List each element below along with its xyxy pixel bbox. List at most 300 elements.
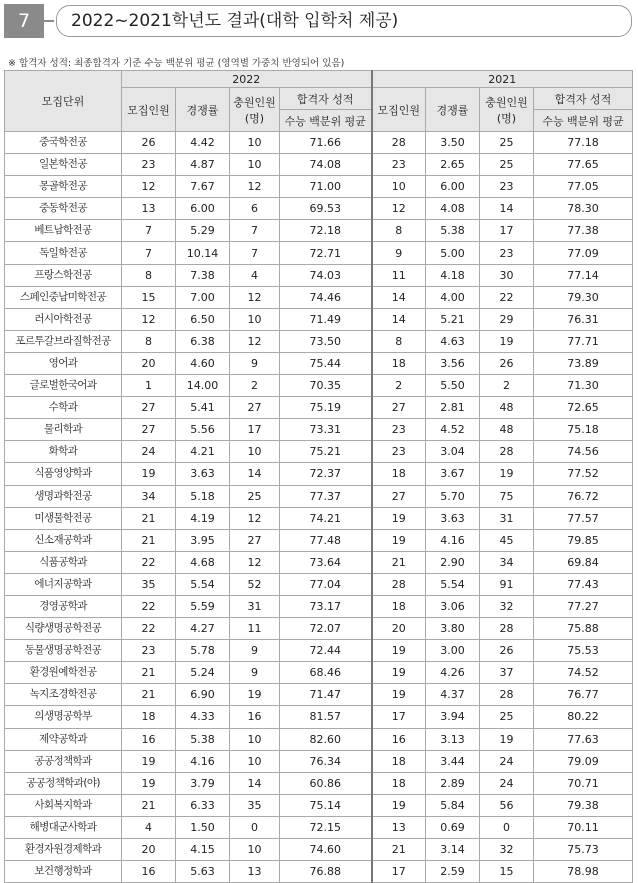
- header-score-2021: 수능 백분위 평균: [534, 110, 633, 132]
- cell-rate-2021: 3.00: [426, 640, 480, 662]
- cell-extra-2022: 12: [230, 507, 280, 529]
- cell-quota-2022: 23: [122, 154, 176, 176]
- cell-extra-2022: 12: [230, 551, 280, 573]
- table-row: [5, 595, 633, 617]
- cell-quota-2022: 18: [122, 706, 176, 728]
- table-row: [5, 529, 633, 551]
- cell-dept: 미생물학전공: [5, 507, 122, 529]
- cell-quota-2021: 28: [372, 132, 426, 154]
- cell-score-2022: 74.08: [280, 154, 372, 176]
- cell-quota-2022: 21: [122, 529, 176, 551]
- cell-dept: 보건행정학과: [5, 861, 122, 883]
- cell-quota-2021: 2: [372, 375, 426, 397]
- cell-score-2021: 70.11: [534, 816, 633, 838]
- cell-extra-2021: 26: [480, 640, 534, 662]
- cell-rate-2022: 4.21: [176, 441, 230, 463]
- cell-score-2022: 81.57: [280, 706, 372, 728]
- cell-extra-2021: 25: [480, 154, 534, 176]
- cell-score-2021: 74.52: [534, 662, 633, 684]
- admission-results-table: [4, 70, 633, 883]
- cell-rate-2022: 4.15: [176, 839, 230, 861]
- table-row: [5, 618, 633, 640]
- cell-quota-2022: 23: [122, 640, 176, 662]
- table-row: [5, 176, 633, 198]
- cell-extra-2021: 48: [480, 419, 534, 441]
- cell-extra-2022: 27: [230, 529, 280, 551]
- cell-extra-2022: 14: [230, 463, 280, 485]
- cell-extra-2022: 12: [230, 286, 280, 308]
- cell-rate-2022: 5.63: [176, 861, 230, 883]
- cell-dept: 수학과: [5, 397, 122, 419]
- cell-quota-2021: 18: [372, 352, 426, 374]
- cell-quota-2021: 9: [372, 242, 426, 264]
- cell-rate-2022: 4.33: [176, 706, 230, 728]
- cell-dept: 경영공학과: [5, 595, 122, 617]
- cell-quota-2021: 11: [372, 264, 426, 286]
- cell-rate-2021: 0.69: [426, 816, 480, 838]
- table-row: [5, 750, 633, 772]
- cell-quota-2021: 27: [372, 485, 426, 507]
- cell-rate-2021: 2.59: [426, 861, 480, 883]
- cell-rate-2021: 3.14: [426, 839, 480, 861]
- cell-dept: 러시아학전공: [5, 308, 122, 330]
- table-row: [5, 706, 633, 728]
- cell-dept: 식품영양학과: [5, 463, 122, 485]
- cell-quota-2021: 19: [372, 640, 426, 662]
- cell-score-2022: 68.46: [280, 662, 372, 684]
- cell-score-2021: 77.71: [534, 330, 633, 352]
- cell-dept: 몽골학전공: [5, 176, 122, 198]
- table-row: [5, 463, 633, 485]
- cell-rate-2022: 14.00: [176, 375, 230, 397]
- cell-rate-2022: 5.29: [176, 220, 230, 242]
- cell-dept: 해병대군사학과: [5, 816, 122, 838]
- cell-extra-2021: 28: [480, 441, 534, 463]
- header-extra-line1: 충원인원: [233, 95, 276, 109]
- cell-quota-2021: 19: [372, 794, 426, 816]
- cell-extra-2022: 25: [230, 485, 280, 507]
- cell-score-2021: 75.53: [534, 640, 633, 662]
- table-row: [5, 419, 633, 441]
- table-row: [5, 861, 633, 883]
- table-row: [5, 728, 633, 750]
- cell-extra-2021: 25: [480, 132, 534, 154]
- table-row: [5, 794, 633, 816]
- cell-quota-2021: 21: [372, 839, 426, 861]
- cell-extra-2022: 7: [230, 242, 280, 264]
- cell-quota-2022: 20: [122, 839, 176, 861]
- table-row: [5, 352, 633, 374]
- cell-score-2021: 75.18: [534, 419, 633, 441]
- table-row: [5, 772, 633, 794]
- cell-rate-2022: 1.50: [176, 816, 230, 838]
- cell-extra-2022: 31: [230, 595, 280, 617]
- cell-extra-2021: 91: [480, 573, 534, 595]
- cell-score-2022: 71.66: [280, 132, 372, 154]
- cell-score-2021: 78.98: [534, 861, 633, 883]
- cell-score-2021: 79.85: [534, 529, 633, 551]
- cell-quota-2022: 16: [122, 728, 176, 750]
- cell-extra-2022: 27: [230, 397, 280, 419]
- cell-dept: 화학과: [5, 441, 122, 463]
- section-title: 2022~2021학년도 결과(대학 입학처 제공): [71, 11, 399, 31]
- cell-extra-2022: 16: [230, 706, 280, 728]
- cell-rate-2021: 4.26: [426, 662, 480, 684]
- cell-rate-2021: 5.21: [426, 308, 480, 330]
- cell-dept: 식품공학과: [5, 551, 122, 573]
- cell-extra-2022: 10: [230, 728, 280, 750]
- cell-score-2022: 75.14: [280, 794, 372, 816]
- cell-rate-2021: 2.89: [426, 772, 480, 794]
- cell-dept: 독일학전공: [5, 242, 122, 264]
- cell-score-2021: 76.72: [534, 485, 633, 507]
- cell-rate-2021: 3.13: [426, 728, 480, 750]
- cell-extra-2022: 9: [230, 352, 280, 374]
- cell-score-2022: 82.60: [280, 728, 372, 750]
- cell-score-2022: 72.37: [280, 463, 372, 485]
- cell-extra-2021: 31: [480, 507, 534, 529]
- cell-rate-2022: 6.00: [176, 198, 230, 220]
- cell-quota-2022: 19: [122, 772, 176, 794]
- cell-score-2022: 74.46: [280, 286, 372, 308]
- cell-rate-2021: 5.50: [426, 375, 480, 397]
- cell-dept: 생명과학전공: [5, 485, 122, 507]
- cell-rate-2022: 5.38: [176, 728, 230, 750]
- cell-extra-2021: 22: [480, 286, 534, 308]
- cell-extra-2022: 6: [230, 198, 280, 220]
- cell-dept: 스페인중남미학전공: [5, 286, 122, 308]
- cell-score-2021: 72.65: [534, 397, 633, 419]
- cell-rate-2021: 4.52: [426, 419, 480, 441]
- cell-quota-2021: 10: [372, 176, 426, 198]
- cell-score-2022: 77.37: [280, 485, 372, 507]
- section-title-bar: [4, 4, 632, 38]
- cell-extra-2021: 25: [480, 706, 534, 728]
- cell-score-2022: 76.34: [280, 750, 372, 772]
- header-extra-2022: [230, 88, 280, 132]
- cell-extra-2022: 11: [230, 618, 280, 640]
- cell-extra-2021: 28: [480, 618, 534, 640]
- cell-rate-2022: 5.41: [176, 397, 230, 419]
- cell-extra-2021: 14: [480, 198, 534, 220]
- cell-quota-2022: 21: [122, 507, 176, 529]
- cell-extra-2022: 12: [230, 176, 280, 198]
- cell-quota-2021: 19: [372, 662, 426, 684]
- cell-quota-2021: 13: [372, 816, 426, 838]
- header-year-2021: 2021: [372, 71, 633, 88]
- cell-rate-2021: 3.06: [426, 595, 480, 617]
- cell-quota-2021: 20: [372, 618, 426, 640]
- cell-score-2022: 71.47: [280, 684, 372, 706]
- cell-score-2021: 75.88: [534, 618, 633, 640]
- cell-extra-2022: 52: [230, 573, 280, 595]
- cell-score-2022: 73.50: [280, 330, 372, 352]
- cell-score-2021: 77.05: [534, 176, 633, 198]
- cell-score-2022: 76.88: [280, 861, 372, 883]
- cell-extra-2021: 19: [480, 463, 534, 485]
- cell-score-2021: 73.89: [534, 352, 633, 374]
- cell-quota-2022: 22: [122, 551, 176, 573]
- cell-quota-2022: 26: [122, 132, 176, 154]
- header-score-group-2021: 합격자 성적: [534, 88, 633, 110]
- cell-rate-2022: 3.95: [176, 529, 230, 551]
- cell-rate-2021: 5.70: [426, 485, 480, 507]
- cell-extra-2022: 12: [230, 330, 280, 352]
- cell-rate-2022: 7.00: [176, 286, 230, 308]
- cell-extra-2021: 17: [480, 220, 534, 242]
- cell-rate-2022: 4.42: [176, 132, 230, 154]
- cell-dept: 에너지공학과: [5, 573, 122, 595]
- cell-score-2021: 77.65: [534, 154, 633, 176]
- cell-quota-2022: 1: [122, 375, 176, 397]
- cell-rate-2021: 3.50: [426, 132, 480, 154]
- cell-extra-2022: 35: [230, 794, 280, 816]
- cell-dept: 중동학전공: [5, 198, 122, 220]
- cell-dept: 영어과: [5, 352, 122, 374]
- cell-extra-2021: 2: [480, 375, 534, 397]
- header-score-2022: 수능 백분위 평균: [280, 110, 372, 132]
- cell-quota-2022: 12: [122, 308, 176, 330]
- cell-score-2021: 77.27: [534, 595, 633, 617]
- cell-rate-2022: 3.79: [176, 772, 230, 794]
- cell-quota-2022: 27: [122, 419, 176, 441]
- cell-quota-2022: 35: [122, 573, 176, 595]
- cell-quota-2022: 16: [122, 861, 176, 883]
- cell-dept: 프랑스학전공: [5, 264, 122, 286]
- table-row: [5, 397, 633, 419]
- cell-quota-2021: 17: [372, 706, 426, 728]
- cell-rate-2022: 10.14: [176, 242, 230, 264]
- cell-rate-2022: 5.56: [176, 419, 230, 441]
- header-rate-2022: 경쟁률: [176, 88, 230, 132]
- cell-quota-2022: 22: [122, 618, 176, 640]
- table-row: [5, 375, 633, 397]
- cell-rate-2022: 4.27: [176, 618, 230, 640]
- table-row: [5, 242, 633, 264]
- cell-score-2021: 71.30: [534, 375, 633, 397]
- cell-score-2021: 77.43: [534, 573, 633, 595]
- cell-score-2021: 79.38: [534, 794, 633, 816]
- cell-quota-2022: 8: [122, 264, 176, 286]
- cell-extra-2022: 9: [230, 662, 280, 684]
- cell-extra-2021: 26: [480, 352, 534, 374]
- cell-rate-2022: 6.90: [176, 684, 230, 706]
- cell-extra-2022: 17: [230, 419, 280, 441]
- cell-score-2022: 73.64: [280, 551, 372, 573]
- cell-rate-2022: 4.87: [176, 154, 230, 176]
- table-row: [5, 264, 633, 286]
- cell-score-2022: 72.44: [280, 640, 372, 662]
- table-row: [5, 154, 633, 176]
- cell-quota-2021: 8: [372, 330, 426, 352]
- cell-rate-2021: 2.90: [426, 551, 480, 573]
- score-note: ※ 합격자 성적: 최종합격자 기준 수능 백분위 평균 (영역별 가중치 반영되어 있음): [8, 58, 345, 69]
- table-row: [5, 330, 633, 352]
- cell-score-2021: 77.52: [534, 463, 633, 485]
- table-row: [5, 441, 633, 463]
- cell-rate-2021: 3.56: [426, 352, 480, 374]
- cell-dept: 중국학전공: [5, 132, 122, 154]
- cell-extra-2022: 14: [230, 772, 280, 794]
- header-extra-line1: 충원인원: [485, 95, 528, 109]
- cell-quota-2022: 4: [122, 816, 176, 838]
- cell-score-2022: 71.00: [280, 176, 372, 198]
- cell-dept: 사회복지학과: [5, 794, 122, 816]
- cell-score-2022: 69.53: [280, 198, 372, 220]
- cell-quota-2022: 7: [122, 220, 176, 242]
- header-quota-2021: 모집인원: [372, 88, 426, 132]
- cell-quota-2021: 21: [372, 551, 426, 573]
- cell-score-2022: 72.07: [280, 618, 372, 640]
- table-row: [5, 839, 633, 861]
- cell-rate-2021: 4.00: [426, 286, 480, 308]
- cell-extra-2022: 10: [230, 154, 280, 176]
- cell-score-2021: 74.56: [534, 441, 633, 463]
- cell-score-2021: 77.38: [534, 220, 633, 242]
- cell-score-2022: 72.71: [280, 242, 372, 264]
- cell-extra-2022: 9: [230, 640, 280, 662]
- cell-quota-2021: 18: [372, 595, 426, 617]
- cell-extra-2021: 24: [480, 772, 534, 794]
- cell-rate-2021: 5.84: [426, 794, 480, 816]
- cell-extra-2022: 10: [230, 750, 280, 772]
- cell-extra-2021: 28: [480, 684, 534, 706]
- cell-dept: 녹지조경학전공: [5, 684, 122, 706]
- cell-quota-2021: 14: [372, 286, 426, 308]
- cell-score-2021: 77.18: [534, 132, 633, 154]
- cell-score-2021: 77.09: [534, 242, 633, 264]
- cell-extra-2021: 45: [480, 529, 534, 551]
- cell-score-2022: 70.35: [280, 375, 372, 397]
- cell-extra-2022: 7: [230, 220, 280, 242]
- cell-extra-2021: 75: [480, 485, 534, 507]
- cell-rate-2021: 5.00: [426, 242, 480, 264]
- table-row: [5, 551, 633, 573]
- cell-rate-2021: 4.16: [426, 529, 480, 551]
- cell-score-2021: 76.77: [534, 684, 633, 706]
- header-extra-line2: (명): [496, 111, 517, 125]
- cell-quota-2022: 27: [122, 397, 176, 419]
- cell-quota-2022: 19: [122, 463, 176, 485]
- cell-score-2022: 74.03: [280, 264, 372, 286]
- table-row: [5, 573, 633, 595]
- header-extra-2021: [480, 88, 534, 132]
- cell-extra-2021: 23: [480, 242, 534, 264]
- cell-rate-2021: 3.80: [426, 618, 480, 640]
- cell-extra-2022: 13: [230, 861, 280, 883]
- cell-score-2021: 79.09: [534, 750, 633, 772]
- cell-extra-2022: 10: [230, 839, 280, 861]
- cell-score-2022: 71.49: [280, 308, 372, 330]
- cell-quota-2022: 22: [122, 595, 176, 617]
- cell-quota-2022: 21: [122, 794, 176, 816]
- cell-rate-2021: 2.65: [426, 154, 480, 176]
- cell-rate-2022: 4.60: [176, 352, 230, 374]
- cell-extra-2022: 10: [230, 308, 280, 330]
- cell-extra-2021: 34: [480, 551, 534, 573]
- cell-score-2021: 76.31: [534, 308, 633, 330]
- section-title-box: [56, 5, 632, 37]
- cell-dept: 베트남학전공: [5, 220, 122, 242]
- cell-quota-2021: 23: [372, 441, 426, 463]
- cell-dept: 물리학과: [5, 419, 122, 441]
- cell-dept: 환경자원경제학과: [5, 839, 122, 861]
- cell-rate-2022: 6.50: [176, 308, 230, 330]
- cell-rate-2022: 4.16: [176, 750, 230, 772]
- cell-quota-2021: 16: [372, 728, 426, 750]
- cell-score-2022: 74.60: [280, 839, 372, 861]
- cell-rate-2022: 4.68: [176, 551, 230, 573]
- cell-quota-2021: 18: [372, 772, 426, 794]
- cell-dept: 공공정책학과(야): [5, 772, 122, 794]
- cell-rate-2022: 6.38: [176, 330, 230, 352]
- cell-dept: 글로벌한국어과: [5, 375, 122, 397]
- cell-extra-2021: 37: [480, 662, 534, 684]
- cell-quota-2022: 8: [122, 330, 176, 352]
- header-dept: 모집단위: [5, 71, 122, 132]
- table-row: [5, 684, 633, 706]
- cell-quota-2021: 23: [372, 154, 426, 176]
- cell-rate-2022: 3.63: [176, 463, 230, 485]
- cell-quota-2022: 15: [122, 286, 176, 308]
- table-row: [5, 220, 633, 242]
- cell-quota-2021: 18: [372, 463, 426, 485]
- cell-extra-2021: 56: [480, 794, 534, 816]
- cell-rate-2022: 7.38: [176, 264, 230, 286]
- cell-extra-2022: 19: [230, 684, 280, 706]
- cell-score-2022: 73.31: [280, 419, 372, 441]
- cell-quota-2021: 28: [372, 573, 426, 595]
- cell-rate-2022: 5.78: [176, 640, 230, 662]
- header-year-2022: 2022: [122, 71, 372, 88]
- table-row: [5, 132, 633, 154]
- cell-quota-2021: 19: [372, 507, 426, 529]
- header-rate-2021: 경쟁률: [426, 88, 480, 132]
- cell-quota-2021: 23: [372, 419, 426, 441]
- cell-score-2022: 74.21: [280, 507, 372, 529]
- cell-quota-2022: 34: [122, 485, 176, 507]
- cell-rate-2021: 5.54: [426, 573, 480, 595]
- cell-dept: 제약공학과: [5, 728, 122, 750]
- header-quota-2022: 모집인원: [122, 88, 176, 132]
- cell-score-2021: 69.84: [534, 551, 633, 573]
- cell-dept: 공공정책학과: [5, 750, 122, 772]
- cell-extra-2021: 29: [480, 308, 534, 330]
- cell-extra-2021: 30: [480, 264, 534, 286]
- header-extra-line2: (명): [244, 111, 265, 125]
- cell-score-2021: 80.22: [534, 706, 633, 728]
- cell-dept: 의생명공학부: [5, 706, 122, 728]
- cell-extra-2021: 48: [480, 397, 534, 419]
- cell-extra-2021: 32: [480, 839, 534, 861]
- cell-score-2022: 77.48: [280, 529, 372, 551]
- cell-rate-2021: 3.67: [426, 463, 480, 485]
- cell-score-2022: 72.18: [280, 220, 372, 242]
- cell-quota-2021: 17: [372, 861, 426, 883]
- cell-score-2021: 77.57: [534, 507, 633, 529]
- cell-quota-2022: 12: [122, 176, 176, 198]
- cell-rate-2021: 4.18: [426, 264, 480, 286]
- cell-score-2022: 75.44: [280, 352, 372, 374]
- cell-extra-2022: 10: [230, 132, 280, 154]
- cell-rate-2022: 5.54: [176, 573, 230, 595]
- cell-rate-2022: 5.59: [176, 595, 230, 617]
- cell-extra-2022: 10: [230, 441, 280, 463]
- cell-rate-2022: 6.33: [176, 794, 230, 816]
- cell-quota-2021: 12: [372, 198, 426, 220]
- cell-score-2021: 78.30: [534, 198, 633, 220]
- cell-quota-2022: 7: [122, 242, 176, 264]
